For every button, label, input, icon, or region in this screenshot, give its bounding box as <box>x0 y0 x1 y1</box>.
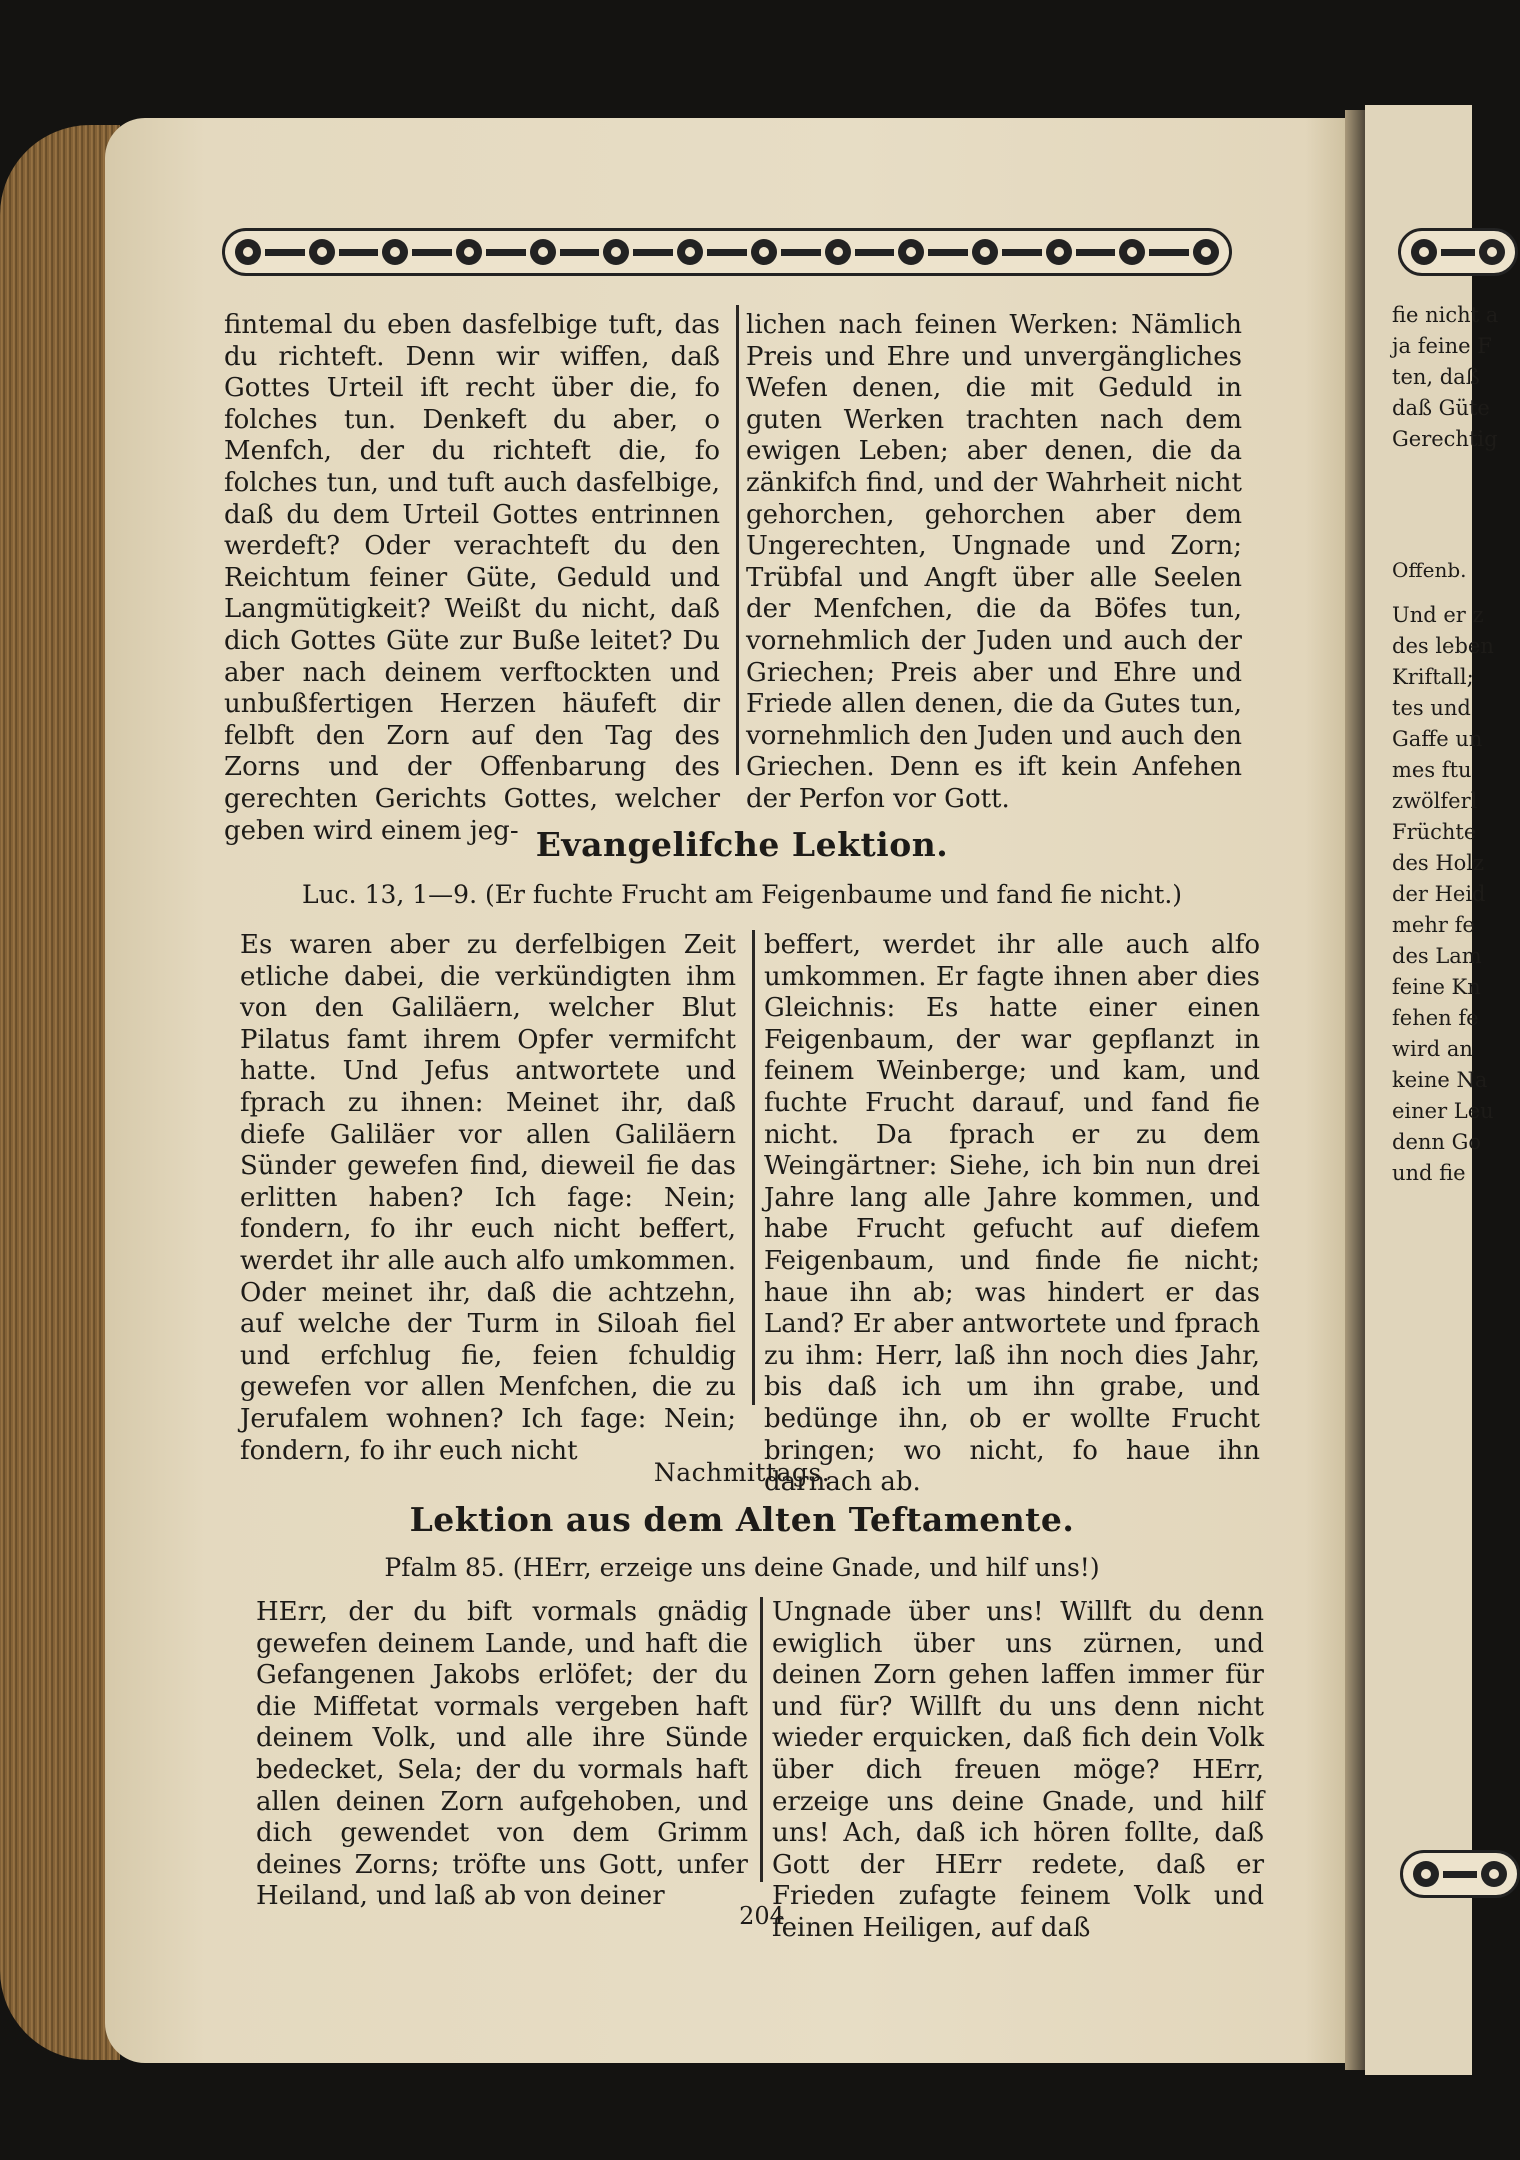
right-page-mid-text: Und er z des leben Kriftall; tes und Gaffe un mes ftu zwölferl Früchte des Holz der Heid mehr fe des Lam feine Kn fehen fe wird an keine Na einer Leu denn Go und fie <box>1392 603 1494 1185</box>
flower-ornament-icon <box>309 239 335 265</box>
flower-ornament-icon <box>1046 239 1072 265</box>
old-testament-heading: Lektion aus dem Alten Teftamente. <box>409 1500 1075 1539</box>
psalm-column-right <box>772 1597 1264 1945</box>
book-page-edges <box>0 125 120 2060</box>
flower-ornament-icon <box>825 239 851 265</box>
column-divider <box>736 305 739 775</box>
gospel-column-left <box>240 930 736 1467</box>
psalm-text-left: HErr, der du bift vormals gnädig gewefen deinem Lande, und haft die Gefangenen Jakobs erlöfet; der du die Miffetat vormals vergeben haft deinem Volk, und alle ihre Sünde bedecket, Sela; der du vormals haft allen deinen Zorn aufgehoben, und dich gewendet von dem Grimm deines Zorns; tröfte uns Gott, unfer Heiland, und laß ab von deiner <box>256 1597 748 1912</box>
flower-ornament-icon <box>1411 239 1437 265</box>
psalm-column-left <box>256 1597 748 1913</box>
flower-ornament-icon <box>235 239 261 265</box>
gospel-text-left: Es waren aber zu derfelbigen Zeit etliche dabei, die verkündigten ihm von den Galiläern, welcher Blut Pilatus famt ihrem Opfer vermifcht hatte. Und Jefus antwortete und fprach zu ihnen: Meinet ihr, daß diefe Galiläer vor allen Galiläern Sünder gewefen find, dieweil fie das erlitten haben? Ich fage: Nein; fondern, fo ihr euch nicht beffert, werdet ihr alle auch alfo umkommen. Oder meinet ihr, daß die achtzehn, auf welche der Turm in Siloah fiel und erfchlug fie, feien fchuldig gewefen vor allen Menfchen, die zu Jerufalem wohnen? Ich fage: Nein; fondern, fo ihr euch nicht <box>240 930 736 1466</box>
flower-ornament-icon <box>382 239 408 265</box>
flower-ornament-icon <box>530 239 556 265</box>
gospel-reference: Luc. 13, 1—9. (Er fuchte Frucht am Feigenbaume und fand fie nicht.) <box>301 880 1183 909</box>
ornament-border <box>222 228 1232 276</box>
epistle-text-left: fintemal du eben dasfelbige tuft, das du richteft. Denn wir wiffen, daß Gottes Urteil ift recht über die, fo folches tun. Denkeft du aber, o Menfch, der du richteft die, fo folches tun, und tuft auch dasfelbige, daß du dem Urteil Gottes entrinnen werdeft? Oder verachteft du den Reichtum feiner Güte, Geduld und Langmütigkeit? Weißt du nicht, daß dich Gottes Güte zur Buße leitet? Du aber nach deinem verftockten und unbußfertigen Herzen häufeft dir felbft den Zorn auf den Tag des Zorns und der Offenbarung des gerechten Gerichts Gottes, welcher geben wird einem jeg- <box>224 310 720 846</box>
gospel-column-right <box>764 930 1260 1499</box>
column-divider <box>752 930 755 1405</box>
ornament-border-right-page-bottom <box>1400 1850 1520 1898</box>
flower-ornament-icon <box>1413 1861 1439 1887</box>
afternoon-label: Nachmittags. <box>653 1458 831 1487</box>
flower-ornament-icon <box>1481 1861 1507 1887</box>
flower-ornament-icon <box>1193 239 1219 265</box>
flower-ornament-icon <box>603 239 629 265</box>
right-page-top-text: fie nicht a ja feine F ten, daß daß Güte Gerechtig <box>1392 303 1499 451</box>
epistle-column-left <box>224 310 720 847</box>
flower-ornament-icon <box>972 239 998 265</box>
psalm-reference: Pfalm 85. (HErr, erzeige uns deine Gnade, und hilf uns!) <box>384 1553 1100 1582</box>
ornament-border-right-page <box>1398 228 1518 276</box>
epistle-column-right <box>746 310 1242 816</box>
column-divider <box>760 1597 763 1882</box>
flower-ornament-icon <box>751 239 777 265</box>
psalm-text-right: Ungnade über uns! Willft du denn ewiglich über uns zürnen, und deinen Zorn gehen laffen immer für und für? Willft du uns denn nicht wieder erquicken, daß fich dein Volk über dich freuen möge? HErr, erzeige uns deine Gnade, und hilf uns! Ach, daß ich hören follte, daß Gott der HErr redete, daß er Frieden zufagte feinem Volk und feinen Heiligen, auf daß <box>772 1597 1264 1943</box>
right-page-label: Offenb. <box>1392 558 1467 582</box>
gospel-heading: Evangelifche Lektion. <box>535 825 949 864</box>
flower-ornament-icon <box>1119 239 1145 265</box>
epistle-text-right: lichen nach feinen Werken: Nämlich Preis und Ehre und unvergängliches Wefen denen, die mit Geduld in guten Werken trachten nach dem ewigen Leben; aber denen, die da zänkifch find, und der Wahrheit nicht gehorchen, gehorchen aber dem Ungerechten, Ungnade und Zorn; Trübfal und Angft über alle Seelen der Menfchen, die da Böfes tun, vornehmlich der Juden und auch der Griechen; Preis aber und Ehre und Friede allen denen, die da Gutes tun, vornehmlich den Juden und auch den Griechen. Denn es ift kein Anfehen der Perfon vor Gott. <box>746 310 1242 814</box>
gospel-text-right: beffert, werdet ihr alle auch alfo umkommen. Er fagte ihnen aber dies Gleichnis: Es hatte einer einen Feigenbaum, der war gepflanzt in feinem Weinberge; und kam, und fuchte Frucht darauf, und fand fie nicht. Da fprach er zu dem Weingärtner: Siehe, ich bin nun drei Jahre lang alle Jahre kommen, und habe Frucht gefucht auf diefem Feigenbaum, und finde fie nicht; haue ihn ab; was hindert er das Land? Er aber antwortete und fprach zu ihm: Herr, laß ihn noch dies Jahr, bis daß ich um ihn grabe, und bedünge ihn, ob er wollte Frucht bringen; wo nicht, fo haue ihn darnach ab. <box>764 930 1260 1498</box>
flower-ornament-icon <box>1479 239 1505 265</box>
flower-ornament-icon <box>677 239 703 265</box>
flower-ornament-icon <box>898 239 924 265</box>
page-number: 204 <box>739 1902 785 1930</box>
flower-ornament-icon <box>456 239 482 265</box>
